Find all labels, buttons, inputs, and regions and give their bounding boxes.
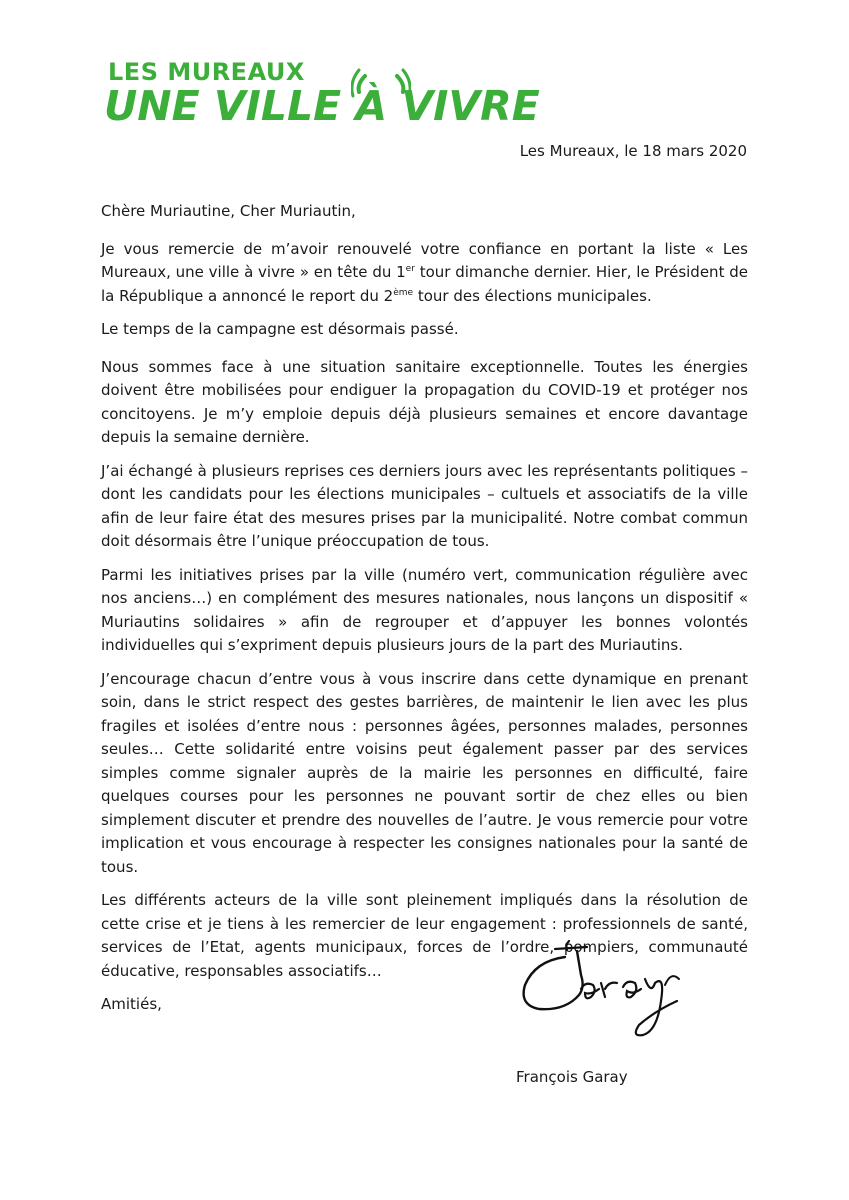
superscript-er: er xyxy=(405,264,415,274)
salutation: Chère Muriautine, Cher Muriautin, xyxy=(101,202,356,220)
logo-line2: UNE VILLE À VIVRE xyxy=(104,82,540,130)
letter-date: Les Mureaux, le 18 mars 2020 xyxy=(519,142,747,160)
paragraph-3: Nous sommes face à une situation sanitaire exceptionnelle. Toutes les énergies doivent être mobilisées pour endiguer la propagation du COVID-19 et protéger nos concitoyens. Je m’y emploie depuis déjà plusieurs semaines et encore davantage depuis la semaine dernière. xyxy=(101,357,748,446)
paragraph-1-part-b: tour dimanche dernier. Hier, le Président de la République a annoncé le report du 2 xyxy=(101,263,748,305)
superscript-eme: ème xyxy=(393,287,414,298)
paragraph-1 xyxy=(101,238,748,309)
heart-icon xyxy=(351,56,411,134)
paragraph-6: J’encourage chacun d’entre vous à vous inscrire dans cette dynamique en prenant soin, dans le strict respect des gestes barrières, de maintenir le lien avec les plus fragiles et isolées d’entre nous : personnes âgées, personnes malades, personnes seules… Cette solidarité entre voisins peut également passer par des services simples comme signaler auprès de la mairie les personnes en difficulté, faire quelques courses pour les personnes ne pouvant sortir de chez elles ou bien simplement discuter et prendre des nouvelles de l’autre. Je vous remercie pour votre implication et vous encourage à respecter les consignes nationales pour la santé de tous. xyxy=(101,669,748,876)
signature xyxy=(515,935,730,1040)
logo-line1: LES MUREAUX xyxy=(108,58,305,86)
paragraph-7: Les différents acteurs de la ville sont pleinement impliqués dans la résolution de cette crise et je tiens à les remercier de leur engagement : professionnels de santé, services de l’Etat, agents municipaux, forces de l’ordre, pompiers, communauté éducative, responsables associatifs… xyxy=(101,891,748,980)
paragraph-1-part-c: tour des élections municipales. xyxy=(413,286,652,305)
signer-name: François Garay xyxy=(516,1068,628,1086)
logo xyxy=(104,54,540,144)
paragraph-4: J’ai échangé à plusieurs reprises ces derniers jours avec les représentants politiques – dont les candidats pour les élections municipales – cultuels et associatifs de la ville afin de leur faire état des mesures prises par la municipalité. Notre combat commun doit désormais être l’unique préoccupation de tous. xyxy=(101,461,748,550)
paragraph-2: Le temps de la campagne est désormais passé. xyxy=(101,320,459,338)
paragraph-5: Parmi les initiatives prises par la ville (numéro vert, communication régulière avec nos anciens…) en complément des mesures nationales, nous lançons un dispositif « Muriautins solidaires » afin de regrouper et d’appuyer les bonnes volontés individuelles qui s’expriment depuis plusieurs jours de la part des Muriautins. xyxy=(101,565,748,654)
letter-body xyxy=(101,200,748,1027)
closing: Amitiés, xyxy=(101,995,162,1013)
paragraph-1-part-a: Je vous remercie de m’avoir renouvelé votre confiance en portant la liste « Les Mureaux, une ville à vivre » en tête du 1 xyxy=(101,239,748,281)
